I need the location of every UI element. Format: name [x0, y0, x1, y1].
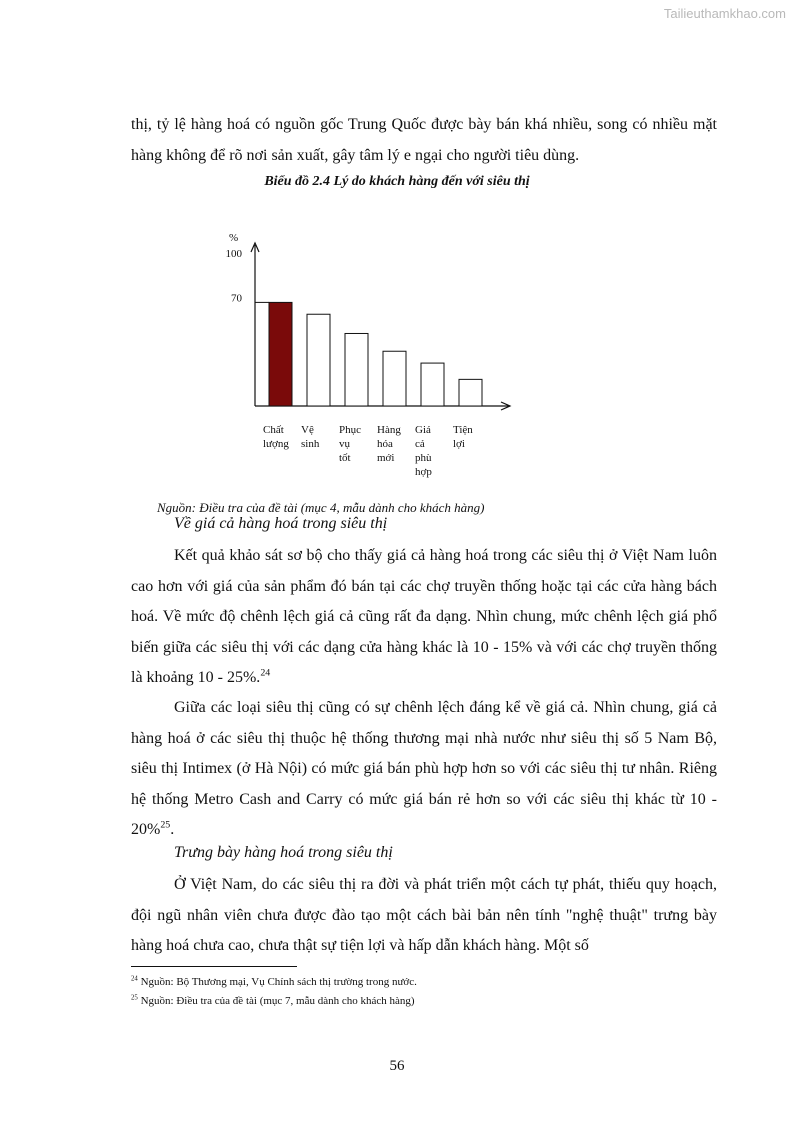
bar-3 [383, 351, 406, 406]
footnote-ref-24: 24 [260, 667, 271, 679]
y-tick-label-1: 70 [231, 292, 242, 305]
chart-source: Nguồn: Điều tra của đề tài (mục 4, mẫu dành cho khách hàng) [157, 500, 485, 515]
paragraph-display: Ở Việt Nam, do các siêu thị ra đời và phát triển một cách tự phát, thiếu quy hoạch, đội ngũ nhân viên chưa được đào tạo một cách bài bản nên tính "nghệ thuật" trưng bày hàng hoá chưa cao, chưa thật sự tiện lợi và hấp dẫn khách hàng. Một số [131, 876, 717, 954]
y-tick-label-0: 100 [225, 248, 242, 260]
chart-title: Biểu đồ 2.4 Lý do khách hàng đến với siêu thị [264, 174, 530, 189]
paragraph-price-comparison: Giữa các loại siêu thị cũng có sự chênh lệch đáng kể về giá cả. Nhìn chung, giá cả hàng hoá ở các siêu thị thuộc hệ thống thương mại nhà nước như siêu thị số 5 Nam Bộ, siêu thị Intimex (ở Hà Nội) có mức giá bán phù hợp hơn so với các siêu thị tư nhân. Riêng hệ thống Metro Cash and Carry có mức giá bán rẻ hơn so với các siêu thị khác từ 10 - 20%$^{25}$. [131, 699, 717, 838]
footnote-24: $^{24}$ Nguồn: Bộ Thương mại, Vụ Chính sách thị trường trong nước. [131, 975, 417, 988]
bar-1 [307, 314, 330, 406]
category-label-1: Vệ sinh [301, 424, 320, 450]
paragraph-intro: thị, tỷ lệ hàng hoá có nguồn gốc Trung Quốc được bày bán khá nhiều, song có nhiều mặt hàng không để rõ nơi sản xuất, gây tâm lý e ngại cho người tiêu dùng. [131, 116, 717, 164]
bar-0 [269, 302, 292, 406]
category-label-5: Tiện lợi [453, 424, 473, 450]
footnote-25: $^{25}$ Nguồn: Điều tra của đề tài (mục 7, mẫu dành cho khách hàng) [131, 994, 415, 1007]
footnote-ref-25: 25 [160, 819, 171, 831]
category-label-3: Hàng hóa mới [377, 424, 401, 464]
category-label-2: Phục vụ tốt [339, 424, 361, 464]
bar-chart [0, 0, 794, 500]
y-axis-unit-label: % [229, 232, 239, 244]
category-label-0: Chất lượng [263, 424, 289, 450]
bar-2 [345, 333, 368, 406]
paragraph-price: Kết quả khảo sát sơ bộ cho thấy giá cả hàng hoá trong các siêu thị ở Việt Nam luôn cao hơn với giá của sản phẩm đó bán tại các chợ truyền thống hoặc tại các cửa hàng bách hoá. Về mức độ chênh lệch giá cả cũng rất đa dạng. Nhìn chung, mức chênh lệch giá phổ biến giữa các siêu thị với các dạng cửa hàng khác là 10 - 15% và với các chợ truyền thống là khoảng 10 - 25%.$^{24}$ [131, 547, 717, 686]
watermark: Tailieuthamkhao.com [663, 6, 786, 21]
footnote-separator [131, 966, 297, 967]
bar-4 [421, 363, 444, 406]
heading-price: Về giá cả hàng hoá trong siêu thị [174, 515, 388, 532]
page-number: 56 [389, 1058, 405, 1074]
category-label-4: Giá cả phù hợp [415, 424, 432, 478]
bar-5 [459, 379, 482, 406]
heading-display: Trưng bày hàng hoá trong siêu thị [174, 844, 393, 861]
